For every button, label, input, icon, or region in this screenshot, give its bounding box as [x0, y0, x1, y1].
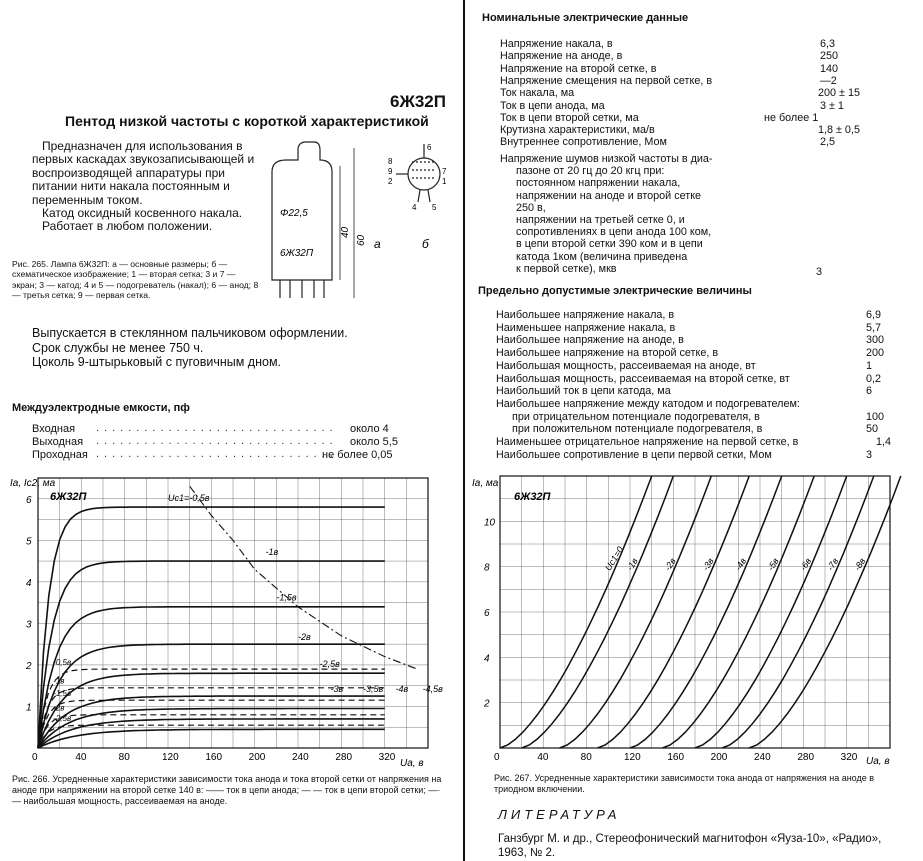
y-tick-label: 1 [26, 702, 32, 714]
x-axis-label: Ua, в [400, 758, 424, 769]
pin-label-2: 2 [388, 177, 393, 186]
spec-value: 6,9 [866, 309, 882, 321]
x-tick-label: 120 [162, 752, 179, 763]
figure-266-caption: Рис. 266. Усредненные характеристики зависимости тока анода и тока второй сетки от напряжения на аноде при напряжении на второй сетке 140 в: —— ток в цепи анода; — — ток в цепи второй сетки; —·— наибольшая мощность, рассеиваемая на аноде. [12, 774, 442, 806]
curve-label: -3,5в [363, 683, 384, 694]
x-tick-label: 280 [797, 752, 815, 763]
x-tick-label: 240 [754, 752, 771, 763]
x-tick-label: 120 [624, 752, 641, 763]
description-para-3: Работает в любом положении. [42, 219, 213, 234]
y-axis-label: Ia, Ic2, ма [10, 478, 56, 489]
column-divider [463, 0, 465, 861]
curve-label: -2,5в [319, 659, 340, 669]
x-tick-label: 160 [205, 752, 223, 763]
description-para-1: Предназначен для использования в первых каскадах звукозаписывающей и воспроизводящей аппаратуры при питании нити накала постоянным и переменным током. [32, 139, 255, 207]
pin-label-7: 7 [442, 167, 447, 176]
curve-label: -4,5в [422, 683, 443, 694]
curve-label: -4в [395, 683, 409, 694]
noise-line: постоянном напряжении накала, [516, 177, 681, 190]
capacitance-value: около 4 [350, 423, 389, 435]
production-info [32, 326, 348, 370]
screen-curve-label: -1в [53, 676, 65, 686]
curve-label: -6в [797, 556, 814, 573]
literature-title: ЛИТЕРАТУРА [498, 807, 621, 822]
spec-label: Наибольшее напряжение на второй сетке, в [496, 347, 719, 360]
curve-label: -3в [700, 556, 716, 573]
tube-outline-drawing [272, 142, 354, 298]
noise-line: в цепи второй сетки 390 ком и в цепи [516, 238, 703, 251]
chart-fig267 [470, 466, 910, 770]
spec-value: 2,5 [820, 136, 836, 149]
y-tick-label: 3 [26, 619, 32, 631]
x-tick-label: 80 [580, 752, 592, 763]
x-tick-label: 200 [248, 752, 266, 763]
x-tick-label: 240 [292, 752, 309, 763]
limits-title: Предельно допустимые электрические величины [478, 285, 752, 297]
noise-spec [500, 153, 770, 275]
screen-curve-label: -2в [53, 703, 65, 713]
noise-line: напряжении на третьей сетке 0, и [516, 214, 685, 227]
x-tick-label: 0 [494, 752, 500, 763]
curve-label: -2в [662, 556, 678, 573]
x-tick-label: 0 [32, 752, 38, 763]
spec-value: 50 [866, 423, 879, 436]
spec-label: Ток накала, ма [500, 87, 575, 100]
section-heading: Пентод низкой частоты с короткой характеристикой [65, 113, 429, 129]
spec-label: Внутреннее сопротивление, Мом [500, 136, 667, 149]
curve-label: -1в [265, 546, 279, 557]
noise-line: Напряжение шумов низкой частоты в диа- [500, 153, 713, 165]
screen-curve-label: -0,5в [53, 657, 72, 667]
curve-label: -8в [852, 556, 868, 573]
noise-line: 250 в, [516, 201, 546, 214]
spec-value: 0,2 [866, 372, 882, 385]
curve-label: -5в [765, 556, 781, 573]
pin-label-6: 6 [427, 143, 432, 152]
screen-curve-label: -2,5в [53, 714, 72, 723]
spec-value: 1,8 ± 0,5 [818, 124, 860, 137]
spec-label: Ток в цепи второй сетки, ма [500, 111, 639, 124]
chart-grid [38, 478, 428, 748]
production-line-2: Срок службы не менее 750 ч. [32, 340, 204, 355]
spec-value: 200 ± 15 [818, 87, 860, 100]
leader-dots: .............................. [96, 448, 338, 460]
schematic-symbol [396, 144, 440, 202]
spec-value: 1,4 [876, 436, 892, 448]
spec-label: Наибольшее напряжение накала, в [496, 309, 675, 321]
x-tick-label: 320 [840, 752, 858, 763]
noise-line: пазоне от 20 гц до 20 кгц при: [516, 165, 665, 178]
noise-line: напряжении на аноде и второй сетке [516, 189, 702, 202]
y-tick-label: 10 [484, 517, 496, 529]
length-inner-label: 40 [340, 226, 351, 238]
curve-label: Uc1=0 [602, 544, 626, 573]
capacitance-label: Проходная [32, 449, 88, 461]
capacitance-value: не более 0,05 [322, 449, 393, 461]
y-axis-label: Ia, ма [472, 478, 499, 489]
capacitances-title: Междуэлектродные емкости, пф [12, 402, 190, 414]
y-tick-label: 4 [26, 577, 32, 589]
y-tick-label: 6 [26, 494, 32, 506]
chart-title: 6Ж32П [514, 491, 551, 503]
spec-label: Наибольшее сопротивление в цепи первой сетки, Мом [496, 448, 772, 461]
length-outer-label: 60 [356, 234, 367, 246]
pin-label-4: 4 [412, 203, 417, 212]
spec-label: Наибольшая мощность, рассеиваемая на второй сетке, вт [496, 372, 790, 385]
spec-value: 100 [866, 410, 885, 423]
noise-line: к первой сетке), мкв [516, 262, 617, 275]
curve-label: Uc1=-0,5в [168, 492, 210, 503]
figure-267-caption: Рис. 267. Усредненные характеристики зависимости тока анода от напряжения на аноде в триодном включении. [494, 773, 875, 794]
spec-value: не более 1 [764, 111, 819, 124]
x-tick-label: 200 [710, 752, 728, 763]
spec-value: —2 [820, 74, 837, 87]
tube-drawing [262, 138, 462, 308]
capacitance-value: около 5,5 [350, 436, 398, 448]
spec-value: 6 [866, 385, 873, 398]
spec-label: Наибольший ток в цепи катода, ма [496, 385, 671, 398]
capacitance-row [32, 436, 432, 448]
spec-value: 200 [866, 347, 885, 360]
spec-label: Наименьшее напряжение накала, в [496, 321, 676, 334]
tube-name: 6Ж32П [390, 92, 446, 111]
production-line-3: Цоколь 9-штырьковый с пуговичным дном. [32, 355, 282, 369]
y-tick-label: 4 [484, 653, 490, 665]
spec-label: Наибольшая мощность, рассеиваемая на аноде, вт [496, 359, 756, 372]
chart-fig266 [8, 468, 458, 772]
capacitance-row [32, 423, 432, 435]
curve-label: -2в [298, 632, 311, 642]
x-axis-label: Ua, в [866, 756, 890, 767]
nominal-title: Номинальные электрические данные [482, 12, 689, 24]
x-tick-label: 160 [667, 752, 685, 763]
diameter-label: Φ22,5 [280, 208, 308, 219]
spec-label: Напряжение смещения на первой сетке, в [500, 74, 713, 87]
pin-label-1: 1 [442, 177, 447, 186]
spec-label: Напряжение на аноде, в [500, 50, 623, 63]
spec-value: 3 [866, 448, 873, 461]
spec-value: 300 [866, 334, 885, 347]
noise-line: сопротивлениях в цепи анода 100 ком, [516, 226, 712, 239]
x-tick-label: 320 [378, 752, 396, 763]
drawing-label-a: а [374, 237, 381, 251]
screen-curve-label: -1,5в [53, 689, 72, 699]
spec-value: 6,3 [820, 38, 836, 50]
capacitance-label: Входная [32, 423, 76, 435]
curve-label: -1в [624, 556, 640, 573]
spec-label: Напряжение накала, в [500, 38, 613, 50]
tube-description [32, 140, 264, 234]
spec-value: 1 [866, 359, 873, 372]
tube-body-label: 6Ж32П [280, 248, 314, 259]
capacitance-row [32, 449, 432, 461]
chart-title: 6Ж32П [50, 491, 87, 503]
spec-label: Наибольшее напряжение между катодом и подогревателем: [496, 397, 800, 410]
curve-label: -3в [330, 683, 344, 694]
spec-label: Ток в цепи анода, ма [500, 99, 605, 112]
curve-label: -1,5в [276, 592, 297, 603]
curve-label: -7в [825, 556, 841, 573]
pin-label-9: 9 [388, 167, 393, 176]
leader-dots: .............................. [96, 435, 338, 447]
description-para-2: Катод оксидный косвенного накала. [42, 206, 243, 221]
x-tick-label: 280 [335, 752, 353, 763]
curve-label: -4в [732, 556, 749, 573]
spec-label: Крутизна характеристики, ма/в [500, 124, 655, 137]
spec-label: Наибольшее напряжение на аноде, в [496, 334, 684, 347]
y-tick-label: 8 [484, 562, 490, 574]
spec-label: Наименьшее отрицательное напряжение на первой сетке, в [496, 436, 799, 448]
noise-line: катода 1ком (величина приведена [516, 250, 688, 263]
x-tick-label: 80 [118, 752, 130, 763]
spec-value: 250 [820, 50, 839, 63]
y-tick-label: 6 [484, 608, 490, 619]
production-line-1: Выпускается в стеклянном пальчиковом оформлении. [32, 326, 348, 340]
x-tick-label: 40 [75, 752, 87, 763]
leader-dots: .............................. [96, 422, 338, 434]
spec-value: 3 ± 1 [820, 99, 844, 112]
pin-label-8: 8 [388, 157, 393, 166]
spec-label: при положительном потенциале подогревателя, в [512, 423, 763, 436]
literature-reference: Ганзбург М. и др., Стереофонический магнитофон «Яуза-10», «Радио», 1963, № 2. [498, 833, 882, 859]
spec-value: 5,7 [866, 321, 882, 334]
pin-label-5: 5 [432, 203, 437, 212]
spec-value: 140 [820, 62, 839, 75]
y-tick-label: 5 [26, 536, 32, 548]
y-tick-label: 2 [484, 698, 490, 710]
spec-label: при отрицательном потенциале подогревателя, в [512, 410, 760, 423]
figure-265-caption: Рис. 265. Лампа 6Ж32П: а — основные размеры; б — схематическое изображение; 1 — вторая сетка; 3 и 7 — экран; 3 — катод; 4 и 5 — подогреватель (накал); 6 — анод; 8 — третья сетка; 9 — первая сетка. [12, 259, 259, 301]
capacitance-label: Выходная [32, 436, 84, 448]
spec-label: Напряжение на второй сетке, в [500, 62, 657, 75]
drawing-label-b: б [422, 237, 429, 251]
noise-value: 3 [816, 266, 823, 278]
x-tick-label: 40 [537, 752, 549, 763]
y-tick-label: 2 [26, 660, 32, 672]
